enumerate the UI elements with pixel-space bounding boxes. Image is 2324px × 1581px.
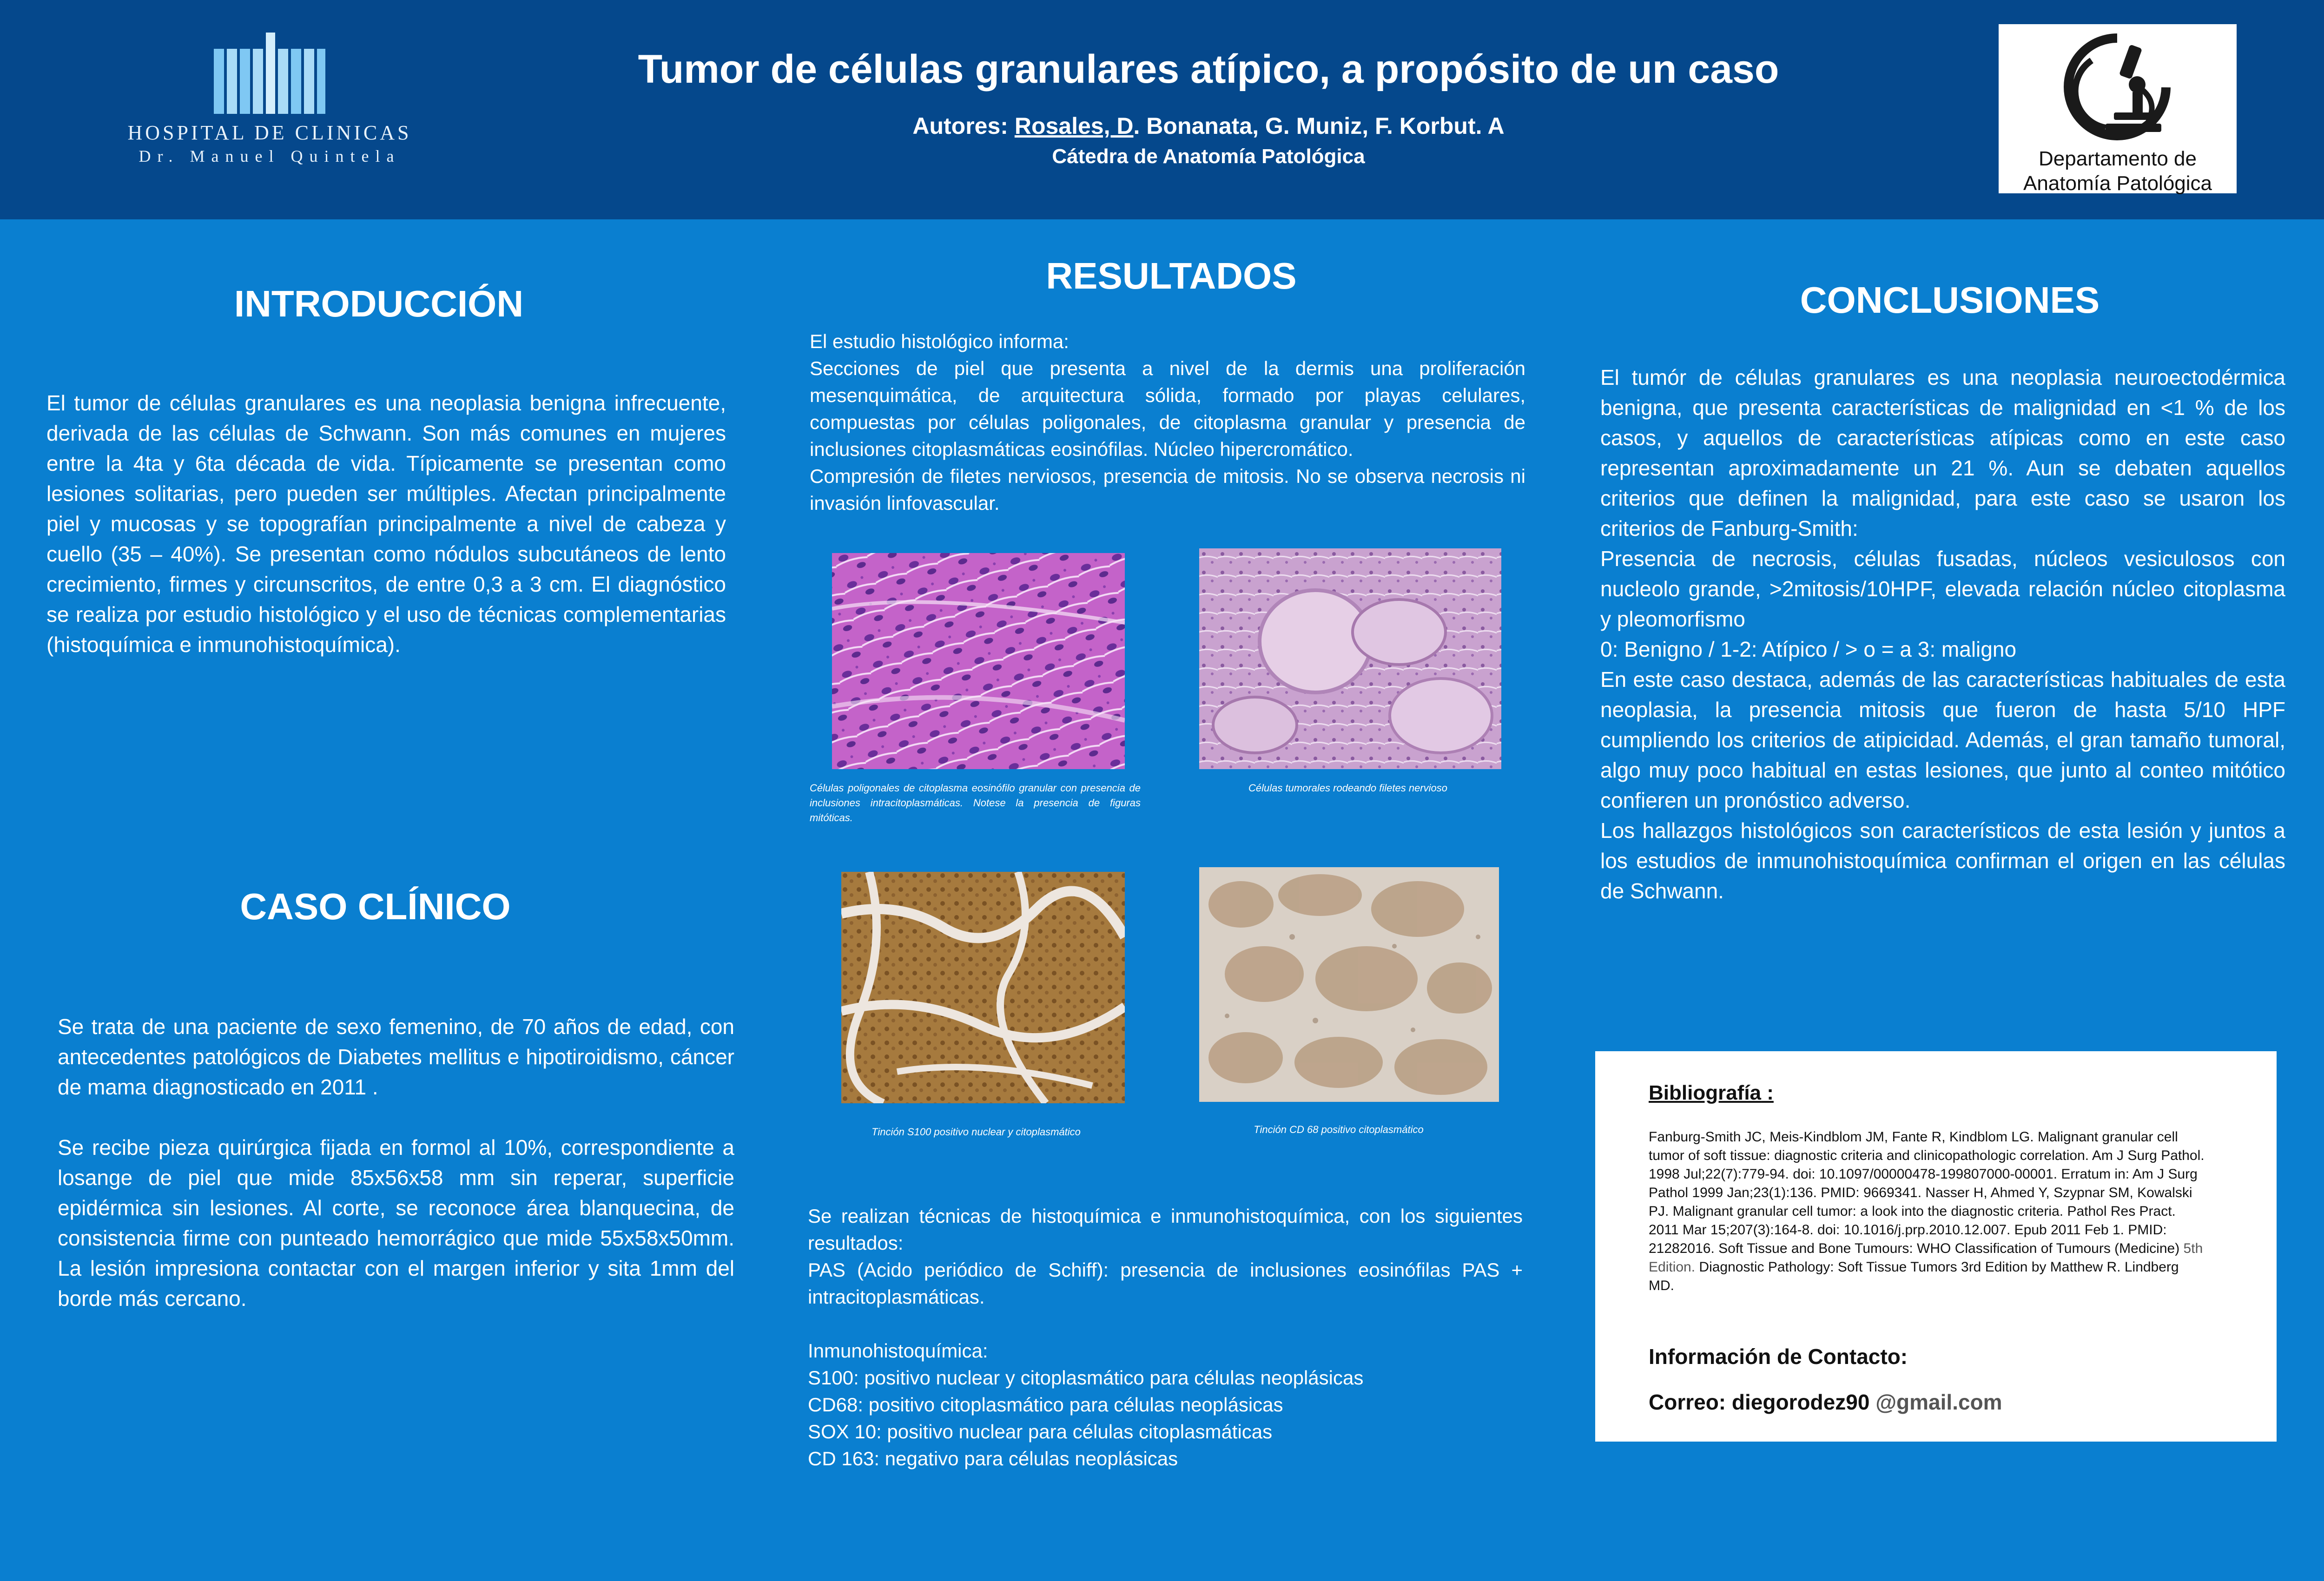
ihq-item: SOX 10: positivo nuclear para células citoplasmáticas	[808, 1421, 1273, 1443]
caption-micrograph-3: Tinción S100 positivo nuclear y citoplasmático	[872, 1126, 1081, 1138]
hospital-subtitle: Dr. Manuel Quintela	[139, 147, 401, 165]
case-text	[58, 1012, 734, 1314]
bibliography-text: Fanburg-Smith JC, Meis-Kindblom JM, Fante R, Kindblom LG. Malignant granular cell tumor of soft tissue: diagnostic criteria and clinicopathologic correlation. Am J Surg Pathol. 1998 Jul;22(7):779-94. doi: 10.1097/00000478-199807000-00001. Erratum in: Am J Surg Pathol 1999 Jan;23(1):136. PMID: 9669341. Nasser H, Ahmed Y, Szypnar SM, Kowalski PJ. Malignant granular cell tumor: a look into the diagnostic criteria. Pathol Res Pract. 2011 Mar 15;207(3):164-8. doi: 10.1016/j.prp.2010.12.007. Epub 2011 Feb 1. PMID: 21282016. Soft Tissue and Bone Tumours: WHO Classification of Tumours (Medicine) 5th Edition. Diagnostic Pathology: Soft Tissue Tumors 3rd Edition by Matthew R. Lindberg MD.	[1649, 1129, 2205, 1293]
caption-micrograph-2: Células tumorales rodeando filetes nervioso	[1248, 782, 1447, 794]
results-paragraph-1: Secciones de piel que presenta a nivel de la dermis una proliferación mesenquimática, de arquitectura sólida, formado por playas celulares, compuestas por células poligonales, de citoplasma granular y presencia de inclusiones citoplasmáticas eosinófilas. Núcleo hipercromático.	[810, 357, 1525, 460]
micrograph-he-nerve	[1199, 548, 1501, 769]
results-intro-line: El estudio histológico informa:	[810, 330, 1069, 352]
micrograph-he-polygonal	[832, 553, 1125, 769]
microscope-icon	[2059, 33, 2175, 144]
case-heading: CASO CLÍNICO	[240, 886, 511, 927]
ihq-item: CD68: positivo citoplasmático para células neoplásicas	[808, 1394, 1283, 1416]
poster-title: Tumor de células granulares atípico, a propósito de un caso	[638, 47, 1779, 92]
techniques-intro: Se realizan técnicas de histoquímica e inmunohistoquímica, con los siguientes resultados:	[808, 1205, 1523, 1254]
micrograph-s100	[841, 872, 1125, 1103]
results-paragraph-2: Compresión de filetes nerviosos, presencia de mitosis. No se observa necrosis ni invasión linfovascular.	[810, 465, 1525, 514]
hospital-logo-icon	[214, 33, 325, 114]
results-text	[810, 328, 1525, 517]
bibliography-title: Bibliografía :	[1649, 1081, 1774, 1104]
conclusions-paragraph-4: En este caso destaca, además de las características habituales de esta neoplasia, la presencia mitosis que fueron de hasta 5/10 HPF cumpliendo los criterios de atipicidad. Además, el gran tamaño tumoral, algo muy poco habitual en estas lesiones, que junto al conteo mitótico confieren un pronóstico adverso.	[1600, 667, 2285, 812]
authors-line	[465, 112, 1952, 139]
contact-email[interactable]: Correo: diegorodez90 @gmail.com	[1649, 1390, 2002, 1414]
authors-label: Autores:	[912, 113, 1008, 139]
bibliography-box	[1595, 1051, 2277, 1442]
conclusions-paragraph-5: Los hallazgos histológicos son característicos de esta lesión y juntos a los estudios de inmunohistoquímica confirman el origen en las células de Schwann.	[1600, 818, 2285, 903]
dept-logo-line2: Anatomía Patológica	[2023, 172, 2212, 195]
conclusions-heading: CONCLUSIONES	[1800, 279, 2100, 321]
header	[0, 0, 2324, 219]
caption-micrograph-1: Células poligonales de citoplasma eosinófilo granular con presencia de inclusiones intracitoplasmáticas. Notese la presencia de figuras mitóticas.	[810, 782, 1141, 823]
intro-heading: INTRODUCCIÓN	[234, 283, 524, 324]
results-heading: RESULTADOS	[1046, 255, 1297, 296]
contact-title: Información de Contacto:	[1649, 1344, 1908, 1369]
ihq-title: Inmunohistoquímica:	[808, 1340, 988, 1362]
intro-text: El tumor de células granulares es una neoplasia benigna infrecuente, derivada de las células de Schwann. Son más comunes en mujeres entre la 4ta y 6ta década de vida. Típicamente se presentan como lesiones solitarias, pero pueden ser múltiples. Afectan principalmente piel y mucosas y se topografían principalmente a nivel de cabeza y cuello (35 – 40%). Se presentan como nódulos subcutáneos de lento crecimiento, firmes y circunscritos, de entre 0,3 a 3 cm. El diagnóstico se realiza por estudio histológico y el uso de técnicas complementarias (histoquímica e inmunohistoquímica).	[46, 391, 726, 657]
conclusions-paragraph-2: Presencia de necrosis, células fusadas, núcleos vesiculosos con nucleolo grande, >2mitosis/10HPF, elevada relación núcleo citoplasma y pleomorfismo	[1600, 547, 2285, 631]
main-author: Rosales, D	[1014, 113, 1134, 139]
ihq-item: S100: positivo nuclear y citoplasmático para células neoplásicas	[808, 1367, 1364, 1389]
department-name: Cátedra de Anatomía Patológica	[1052, 145, 1365, 168]
other-authors: . Bonanata, G. Muniz, F. Korbut. A	[1133, 113, 1505, 139]
conclusions-text	[1600, 362, 2285, 906]
ihq-item: CD 163: negativo para células neoplásicas	[808, 1448, 1178, 1469]
department-logo	[1999, 24, 2237, 193]
hospital-name: HOSPITAL DE CLINICAS	[127, 121, 412, 144]
case-paragraph-1: Se trata de una paciente de sexo femenino, de 70 años de edad, con antecedentes patológicos de Diabetes mellitus e hipotiroidismo, cáncer de mama diagnosticado en 2011 .	[58, 1014, 734, 1099]
dept-logo-line1: Departamento de	[2039, 147, 2197, 170]
hospital-logo	[116, 33, 423, 172]
techniques-text	[808, 1203, 1523, 1472]
caption-micrograph-4: Tinción CD 68 positivo citoplasmático	[1254, 1124, 1424, 1135]
conclusions-paragraph-1: El tumór de células granulares es una neoplasia neuroectodérmica benigna, que presenta características de malignidad en <1 % de los casos, y aquellos de características atípicas como en este caso representan aproximadamente un 21 %. Aun se debaten aquellos criterios que definen la malignidad, para este caso se usaron los criterios de Fanburg-Smith:	[1600, 365, 2285, 540]
pas-result: PAS (Acido periódico de Schiff): presencia de inclusiones eosinófilas PAS + intracitoplasmáticas.	[808, 1259, 1523, 1308]
micrograph-cd68	[1199, 867, 1499, 1102]
case-paragraph-2: Se recibe pieza quirúrgica fijada en formol al 10%, correspondiente a losange de piel que mide 85x56x58 mm sin reperar, superficie epidérmica sin lesiones. Al corte, se reconoce área blanquecina, de consistencia firme con punteado hemorrágico que mide 55x58x50mm. La lesión impresiona contactar con el margen inferior y sita 1mm del borde más cercano.	[58, 1135, 734, 1311]
conclusions-paragraph-3: 0: Benigno / 1-2: Atípico / > o = a 3: maligno	[1600, 637, 2017, 661]
